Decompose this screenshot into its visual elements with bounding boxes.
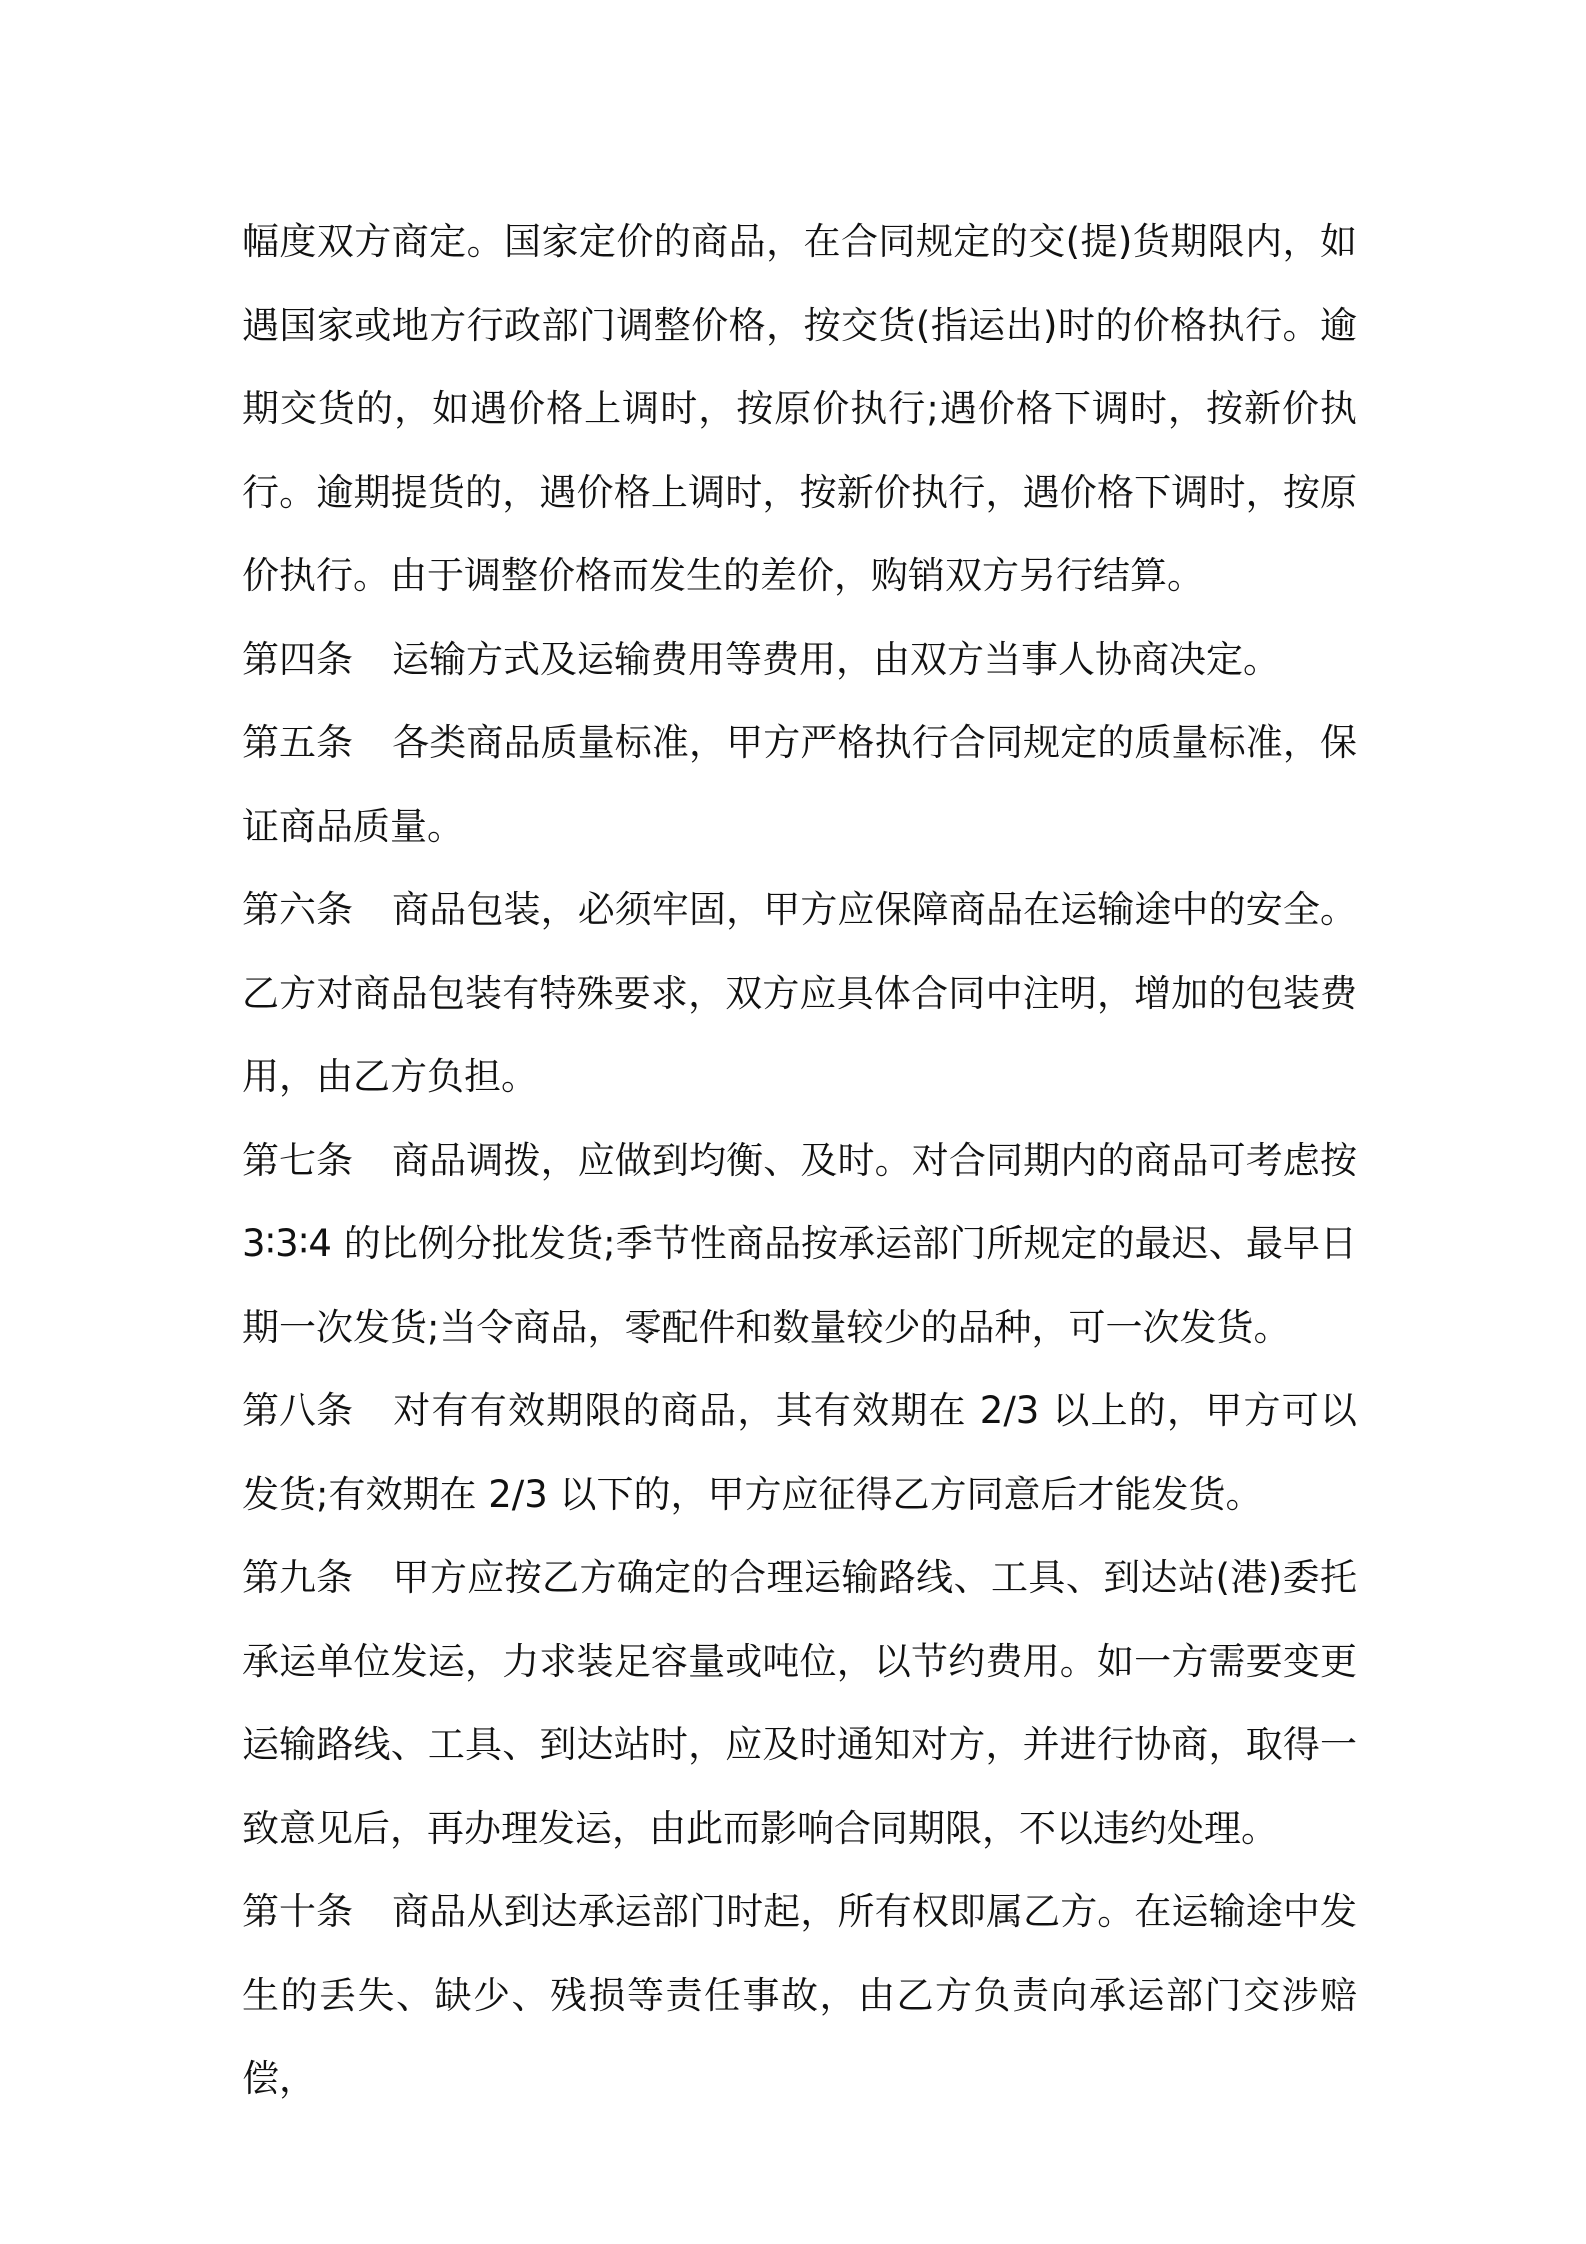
article-text: 甲方应按乙方确定的合理运输路线、工具、到达站(港)委托承运单位发运，力求装足容量或吨位，以节约费用。如一方需要变更运输路线、工具、到达站时，应及时通知对方，并进行协商，取得一致意见后，再办理发运，由此而影响合同期限，不以违约处理。	[242, 1556, 1357, 1850]
article-8	[242, 1369, 1357, 1536]
article-text: 商品包装，必须牢固，甲方应保障商品在运输途中的安全。乙方对商品包装有特殊要求，双方应具体合同中注明，增加的包装费用，由乙方负担。	[242, 888, 1357, 1098]
article-number: 第九条	[242, 1556, 353, 1599]
article-number: 第四条	[242, 637, 353, 681]
article-5	[242, 701, 1357, 868]
article-text: 商品从到达承运部门时起，所有权即属乙方。在运输途中发生的丢失、缺少、残损等责任事故，由乙方负责向承运部门交涉赔偿，	[242, 1890, 1357, 2100]
paragraph-text: 幅度双方商定。国家定价的商品，在合同规定的交(提)货期限内，如遇国家或地方行政部门调整价格，按交货(指运出)时的价格执行。逾期交货的，如遇价格上调时，按原价执行;遇价格下调时，按新价执行。逾期提货的，遇价格上调时，按新价执行，遇价格下调时，按原价执行。由于调整价格而发生的差价，购销双方另行结算。	[242, 220, 1357, 597]
article-6	[242, 868, 1357, 1119]
article-10	[242, 1870, 1357, 2121]
article-number: 第八条	[242, 1389, 353, 1432]
paragraph-continuation	[242, 200, 1357, 618]
article-number: 第十条	[242, 1890, 353, 1933]
article-number: 第六条	[242, 888, 353, 931]
contract-body	[242, 200, 1357, 2121]
article-7	[242, 1119, 1357, 1370]
article-9	[242, 1536, 1357, 1870]
article-text: 商品调拨，应做到均衡、及时。对合同期内的商品可考虑按3∶3∶4 的比例分批发货;季节性商品按承运部门所规定的最迟、最早日期一次发货;当令商品，零配件和数量较少的品种，可一次发货。	[242, 1138, 1357, 1349]
article-number: 第七条	[242, 1138, 353, 1182]
article-text: 对有有效期限的商品，其有效期在 2/3 以上的，甲方可以发货;有效期在 2/3 以下的，甲方应征得乙方同意后才能发货。	[242, 1389, 1357, 1516]
article-text: 各类商品质量标准，甲方严格执行合同规定的质量标准，保证商品质量。	[242, 721, 1357, 848]
article-number: 第五条	[242, 721, 353, 764]
article-4	[242, 618, 1357, 702]
article-text: 运输方式及运输费用等费用，由双方当事人协商决定。	[392, 637, 1280, 681]
